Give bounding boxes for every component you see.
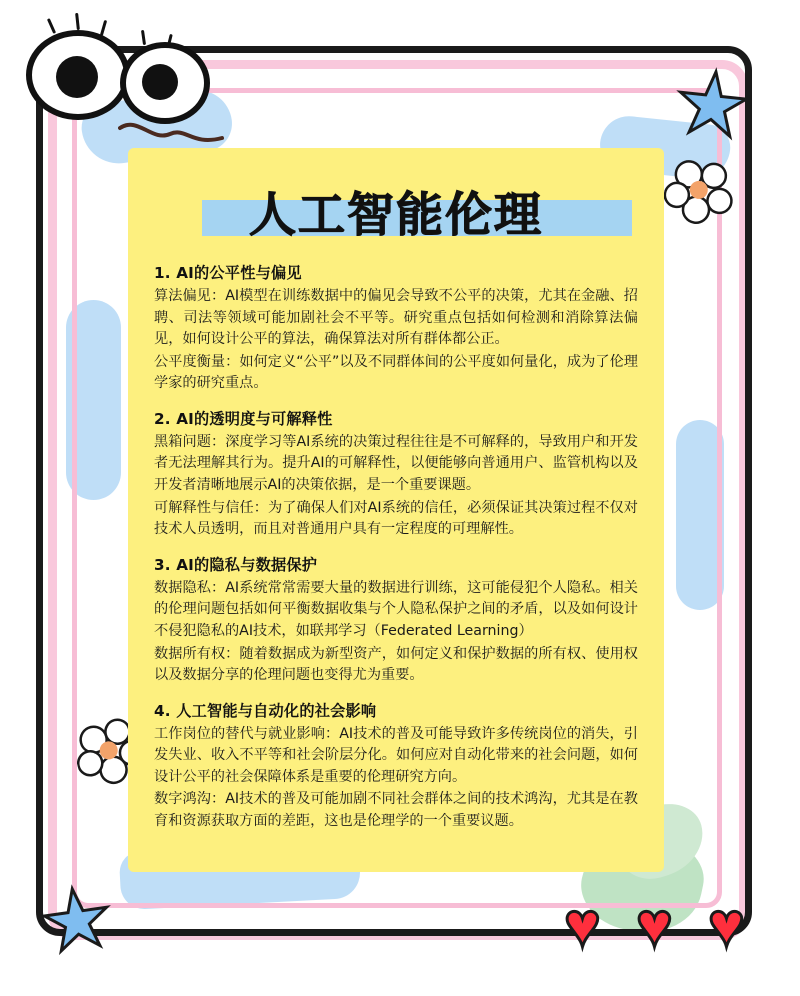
star-icon: ★ (669, 53, 756, 157)
section-paragraph: 可解释性与信任：为了确保人们对AI系统的信任，必须保证其决策过程不仅对技术人员透明，而且对普通用户具有一定程度的可理解性。 (154, 499, 638, 538)
section-2 (154, 408, 638, 541)
section-paragraph: 数据所有权：随着数据成为新型资产，如何定义和保护数据的所有权、使用权以及数据分享的伦理问题也变得尤为重要。 (154, 645, 638, 684)
section-4 (154, 700, 638, 833)
section-heading: 1. AI的公平性与偏见 (154, 264, 302, 282)
section-paragraph: 工作岗位的替代与就业影响：AI技术的普及可能导致许多传统岗位的消失，引发失业、收入不平等和社会阶层分化。如何应对自动化带来的社会问题，如何设计公平的社会保障体系是重要的伦理研究方向。 (154, 725, 638, 785)
section-paragraph: 算法偏见：AI模型在训练数据中的偏见会导致不公平的决策，尤其在金融、招聘、司法等领域可能加剧社会不平等。研究重点包括如何检测和消除算法偏见，如何设计公平的算法，确保算法对所有群体都公正。 (154, 288, 638, 348)
section-3 (154, 554, 638, 687)
heart-icon: ♥ (564, 891, 601, 960)
heart-icon: ♥ (636, 891, 673, 960)
content-card (128, 148, 664, 872)
star-icon: ★ (33, 870, 120, 971)
page-title: 人工智能伦理 (249, 188, 543, 243)
section-1 (154, 262, 638, 395)
title-block (154, 166, 638, 258)
section-heading: 3. AI的隐私与数据保护 (154, 555, 318, 574)
googly-eyes-icon (16, 14, 216, 124)
flower-icon (659, 155, 738, 235)
section-heading: 4. 人工智能与自动化的社会影响 (154, 701, 377, 720)
section-paragraph: 公平度衡量：如何定义“公平”以及不同群体间的公平度如何量化，成为了伦理学家的研究重点。 (154, 353, 638, 392)
section-heading: 2. AI的透明度与可解释性 (154, 409, 333, 428)
section-paragraph: 黑箱问题：深度学习等AI系统的决策过程往往是不可解释的，导致用户和开发者无法理解其行为。提升AI的可解释性，以便能够向普通用户、监管机构以及开发者清晰地展示AI的决策依据，是一个重要课题。 (154, 433, 638, 494)
section-paragraph: 数字鸿沟：AI技术的普及可能加剧不同社会群体之间的技术鸿沟，尤其是在教育和资源获取方面的差距，这也是伦理学的一个重要议题。 (154, 791, 638, 829)
heart-icon: ♥ (708, 891, 745, 960)
section-paragraph: 数据隐私：AI系统常常需要大量的数据进行训练，这可能侵犯个人隐私。相关的伦理问题包括如何平衡数据收集与个人隐私保护之间的矛盾，以及如何设计不侵犯隐私的AI技术，如联邦学习（Federated Learning） (154, 579, 638, 639)
